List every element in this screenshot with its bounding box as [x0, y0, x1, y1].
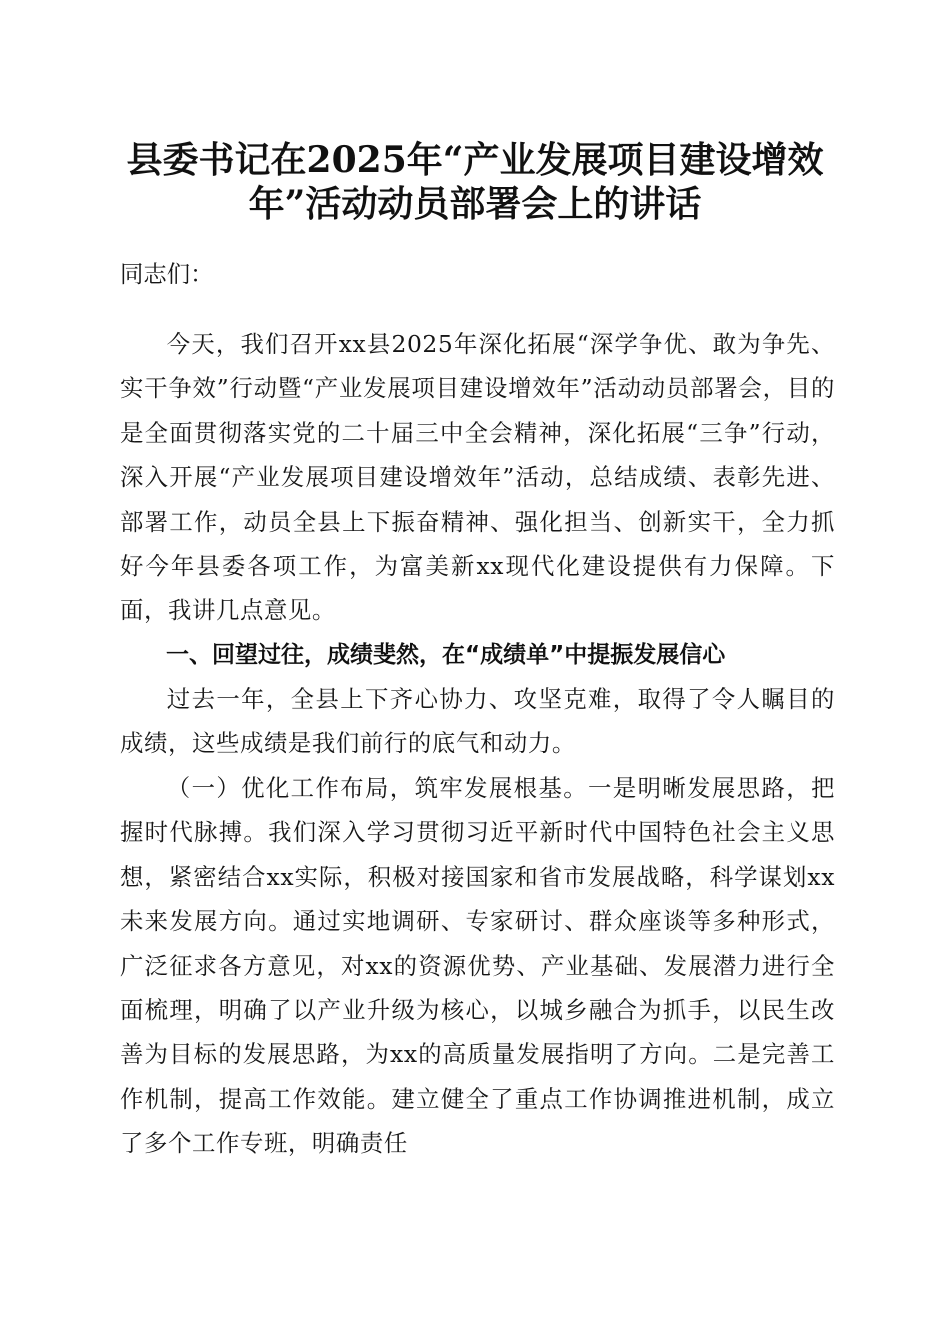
section-heading-1: 一、回望过往，成绩斐然，在“成绩单”中提振发展信心: [166, 642, 726, 668]
opening-paragraph: 今天，我们召开xx县2025年深化拓展“深学争优、敢为争先、实干争效”行动暨“产业发展项目建设增效年”活动动员部署会，目的是全面贯彻落实党的二十届三中全会精神，深化拓展“三争”行动，深入开展“产业发展项目建设增效年”活动，总结成绩、表彰先进、部署工作，动员全县上下振奋精神、强化担当、创新实干，全力抓好今年县委各项工作，为富美新xx现代化建设提供有力保障。下面，我讲几点意见。: [120, 330, 835, 625]
document-title-line2: 年”活动动员部署会上的讲话: [248, 183, 702, 225]
subsection1-body: 一是明晰发展思路，把握时代脉搏。我们深入学习贯彻习近平新时代中国特色社会主义思想，紧密结合xx实际，积极对接国家和省市发展战略，科学谋划xx未来发展方向。通过实地调研、专家研讨、群众座谈等多种形式，广泛征求各方意见，对xx的资源优势、产业基础、发展潜力进行全面梳理，明确了以产业升级为核心，以城乡融合为抓手，以民生改善为目标的发展思路，为xx的高质量发展指明了方向。二是完善工作机制，提高工作效能。建立健全了重点工作协调推进机制，成立了多个工作专班，明确责任: [120, 774, 836, 1158]
subsection1-paragraph: [120, 766, 835, 1166]
salutation: 同志们：: [120, 260, 214, 288]
section1-intro-paragraph: 过去一年，全县上下齐心协力、攻坚克难，取得了令人瞩目的成绩，这些成绩是我们前行的底气和动力。: [120, 685, 835, 758]
subsection-heading-1: （一）优化工作布局，筑牢发展根基。: [166, 774, 589, 802]
document-title-line1: 县委书记在2025年“产业发展项目建设增效: [126, 139, 824, 181]
